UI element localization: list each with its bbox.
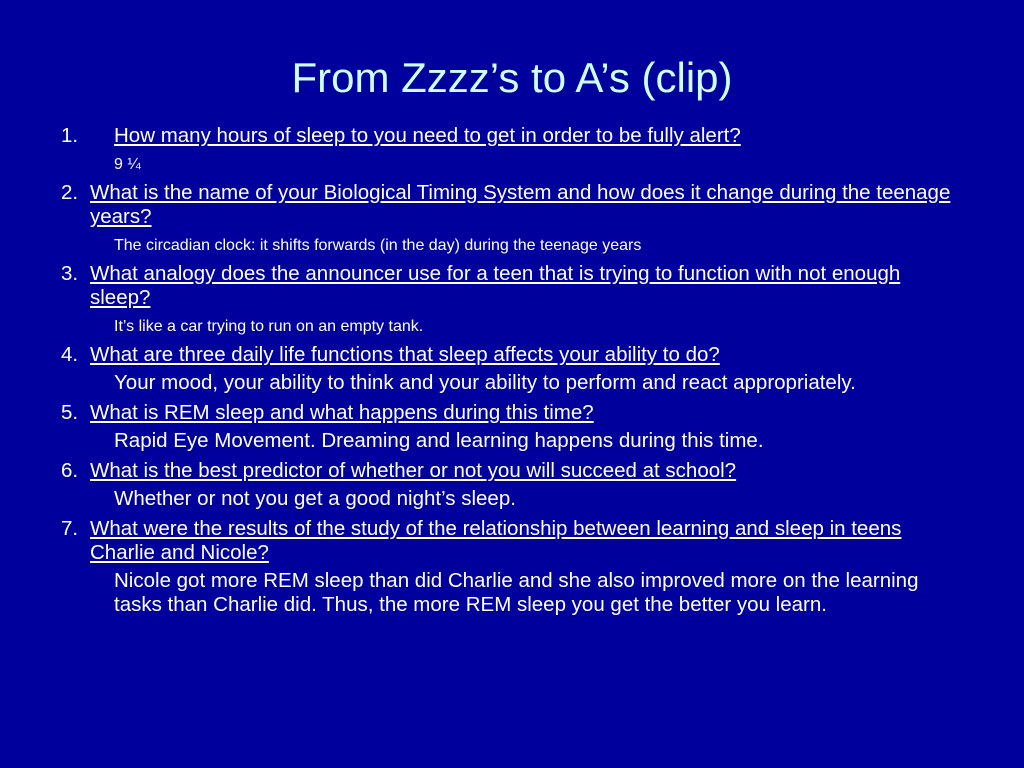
question-number: 6. [61,459,79,482]
question-number: 7. [61,517,79,540]
question-number: 1. [61,124,79,147]
answer-text: Your mood, your ability to think and your ability to perform and react appropriately. [114,371,856,394]
slide-title: From Zzzz’s to A’s (clip) [291,54,733,101]
answer-text: It’s like a car trying to run on an empty tank. [114,318,424,335]
question-number: 5. [61,401,79,424]
question-item [61,459,961,483]
question-item [61,401,961,425]
question-number: 4. [61,343,79,366]
answer-text: The circadian clock: it shifts forwards (in the day) during the teenage years [114,237,642,254]
question-number: 3. [61,262,79,285]
answer-text: Nicole got more REM sleep than did Charlie and she also improved more on the learning tasks than Charlie did. Thus, the more REM sleep you get the better you learn. [114,569,919,616]
question-text: What is the best predictor of whether or not you will succeed at school? [90,459,737,482]
question-text: What were the results of the study of the relationship between learning and sleep in teens Charlie and Nicole? [90,517,902,564]
answer-text: Whether or not you get a good night’s sleep. [114,487,516,510]
question-number: 2. [61,181,79,204]
question-item [61,262,961,310]
question-item [61,124,961,148]
question-text: What is REM sleep and what happens during this time? [90,401,594,424]
question-text: What analogy does the announcer use for a teen that is trying to function with not enough sleep? [90,262,901,309]
question-list [61,124,961,617]
question-text: How many hours of sleep to you need to get in order to be fully alert? [114,124,741,147]
question-item [61,517,961,565]
question-item [61,343,961,367]
answer-text: Rapid Eye Movement. Dreaming and learning happens during this time. [114,429,764,452]
question-text: What is the name of your Biological Timing System and how does it change during the teenage years? [90,181,951,228]
answer-text: 9 ¼ [114,156,141,173]
question-item [61,181,961,229]
question-text: What are three daily life functions that sleep affects your ability to do? [90,343,720,366]
